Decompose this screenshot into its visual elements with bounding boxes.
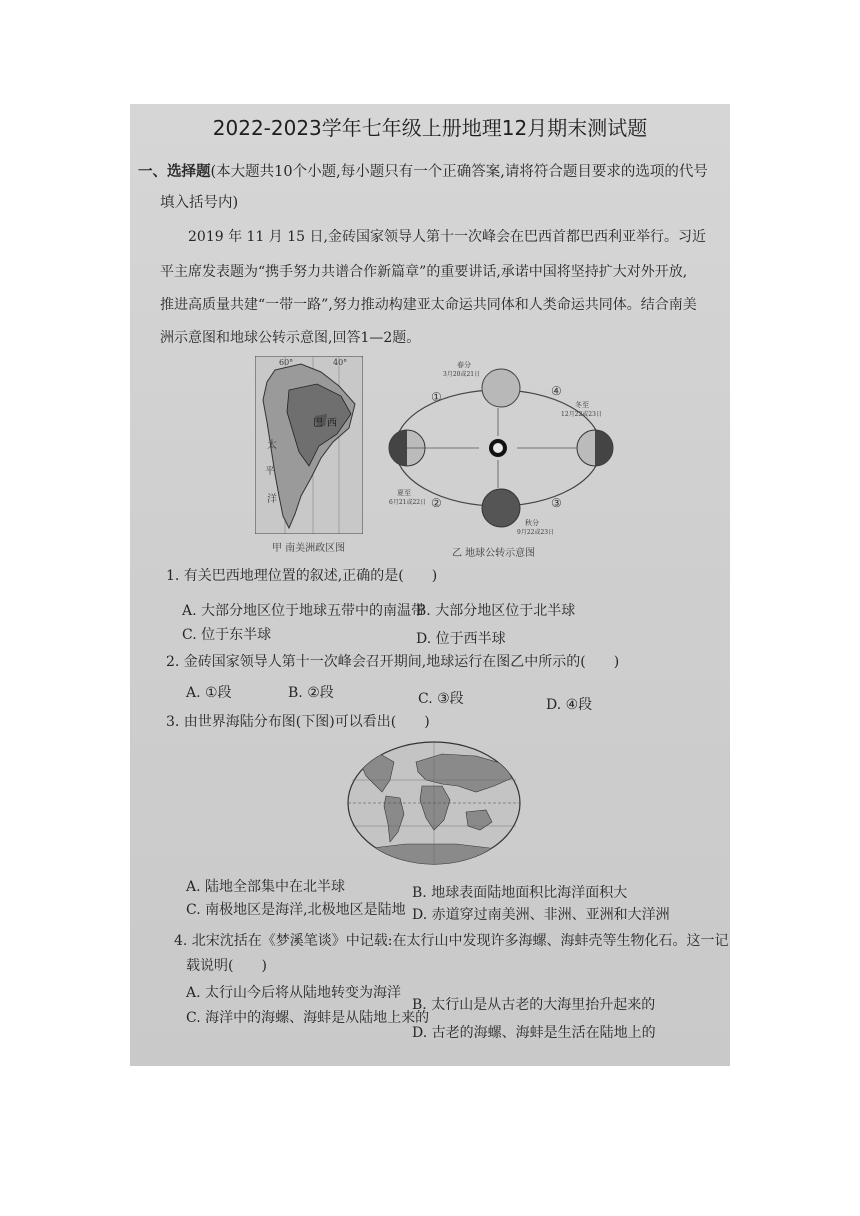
question-2-stem: 2. 金砖国家领导人第十一次峰会召开期间,地球运行在图乙中所示的( ) (166, 654, 620, 670)
passage-line: 2019 年 11 月 15 日,金砖国家领导人第十一次峰会在巴西首都巴西利亚举行。习近 (188, 229, 706, 245)
question-1-option-a: A. 大部分地区位于地球五带中的南温带 (182, 603, 426, 619)
ocean-label: 洋 (267, 494, 277, 505)
passage-line: 平主席发表题为“携手努力共谱合作新篇章”的重要讲话,承诺中国将坚持扩大对外开放, (160, 264, 688, 280)
orbit-segment-4: ④ (551, 384, 562, 398)
section-heading: 一、选择题 (138, 163, 211, 180)
question-2-option-d: D. ④段 (546, 697, 593, 713)
question-1-stem: 1. 有关巴西地理位置的叙述,正确的是( ) (166, 568, 438, 584)
question-4-option-d: D. 古老的海螺、海蚌是生活在陆地上的 (412, 1025, 656, 1041)
world-land-sea-map (346, 740, 522, 866)
ocean-label: 太 (267, 440, 277, 451)
earth-orbit-diagram (385, 356, 625, 536)
autumn-equinox-date: 9月22或23日 (517, 529, 555, 536)
longitude-label: 40° (333, 358, 348, 367)
section-instruction (138, 160, 708, 181)
summer-solstice-label: 夏至 (397, 489, 411, 497)
orbit-segment-1: ① (431, 390, 442, 404)
south-america-map (255, 356, 363, 534)
question-2-option-b: B. ②段 (288, 685, 334, 701)
orbit-segment-3: ③ (551, 496, 562, 510)
winter-solstice-date: 12月22或23日 (561, 411, 602, 418)
longitude-label: 60° (279, 358, 294, 367)
spring-equinox-date: 3月20或21日 (443, 371, 481, 378)
spring-equinox-label: 春分 (457, 361, 471, 369)
question-1-option-b: B. 大部分地区位于北半球 (416, 603, 576, 619)
question-2-option-a: A. ①段 (186, 685, 232, 701)
section-instruction-line1: (本大题共10个小题,每小题只有一个正确答案,请将符合题目要求的选项的代号 (210, 164, 708, 180)
question-4-option-b: B. 太行山是从古老的大海里抬升起来的 (412, 997, 656, 1013)
question-4-option-a: A. 太行山今后将从陆地转变为海洋 (186, 985, 402, 1001)
winter-solstice-label: 冬至 (575, 401, 589, 409)
question-4-stem-line1: 4. 北宋沈括在《梦溪笔谈》中记载:在太行山中发现许多海螺、海蚌壳等生物化石。这一记 (174, 933, 729, 949)
orbit-caption: 乙 地球公转示意图 (452, 548, 536, 559)
question-4-option-c: C. 海洋中的海螺、海蚌是从陆地上来的 (186, 1010, 430, 1026)
question-1-option-c: C. 位于东半球 (182, 627, 272, 643)
question-2-option-c: C. ③段 (418, 691, 464, 707)
exam-title: 2022-2023学年七年级上册地理12月期末测试题 (212, 116, 648, 140)
map-caption: 甲 南美洲政区图 (272, 543, 346, 554)
country-label: 西 (327, 418, 337, 429)
autumn-equinox-label: 秋分 (525, 519, 539, 527)
question-3-option-a: A. 陆地全部集中在北半球 (186, 879, 346, 895)
passage-line: 洲示意图和地球公转示意图,回答1—2题。 (160, 330, 421, 346)
orbit-segment-2: ② (431, 496, 442, 510)
question-3-option-b: B. 地球表面陆地面积比海洋面积大 (412, 885, 628, 901)
question-3-option-c: C. 南极地区是海洋,北极地区是陆地 (186, 902, 406, 918)
ocean-label: 平 (265, 466, 275, 477)
exam-paper (130, 104, 730, 1066)
section-instruction-line2: 填入括号内) (160, 195, 239, 211)
question-3-option-d: D. 赤道穿过南美洲、非洲、亚洲和大洋洲 (412, 907, 670, 923)
summer-solstice-date: 6月21或22日 (389, 499, 427, 506)
question-1-option-d: D. 位于西半球 (416, 631, 506, 647)
question-3-stem: 3. 由世界海陆分布图(下图)可以看出( ) (166, 714, 430, 730)
country-label: 巴 (313, 418, 323, 429)
passage-line: 推进高质量共建“一带一路”,努力推动构建亚太命运共同体和人类命运共同体。结合南美 (160, 297, 697, 313)
question-4-stem-line2: 载说明( ) (186, 958, 267, 974)
